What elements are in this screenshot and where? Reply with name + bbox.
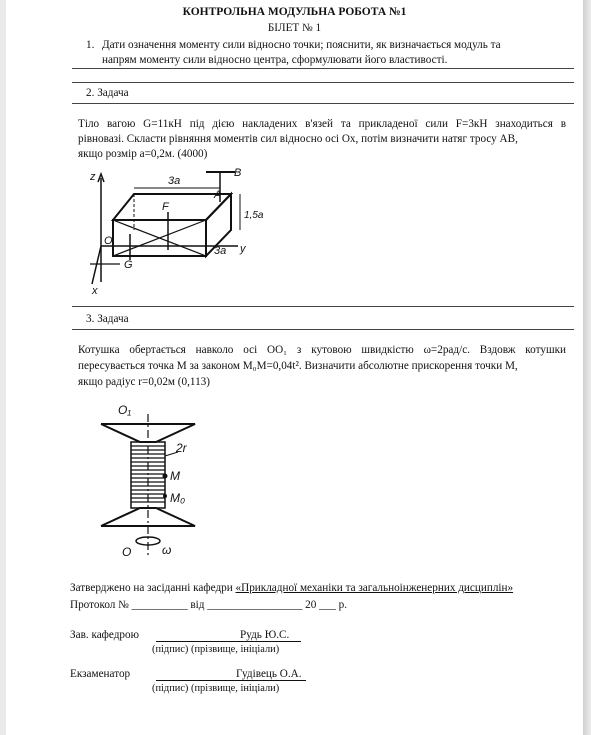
task-3-line-3: якщо радіус r=0,02м (0,113) (78, 376, 210, 388)
fig-label-z: z (90, 171, 96, 183)
page-edge (583, 0, 591, 735)
task-3-heading: 3. Задача (86, 313, 129, 325)
fig-label-M0: M₀ (170, 491, 186, 505)
fig-label-A: A (214, 189, 222, 201)
head-label: Зав. кафедрою (70, 629, 139, 641)
exam-page (6, 0, 583, 735)
task-2-figure (90, 164, 265, 296)
fig-label-3a-side: 3a (214, 245, 227, 257)
ticket-number: БІЛЕТ № 1 (267, 22, 322, 34)
fig-label-B: B (234, 167, 242, 179)
question-1-line-1: Дати означення моменту сили відносно точки; пояснити, як визначається модуль та (102, 39, 501, 51)
fig-label-O: O (122, 545, 132, 559)
question-1-line-2: напрям моменту сили відносно центра, сформулювати його властивості. (102, 54, 448, 66)
fig-label-3a: 3a (168, 175, 181, 187)
fig-label-omega: ω (162, 543, 172, 557)
task-3-line-1: Котушка обертається навколо осі OO₁ з кутовою швидкістю ω=2рад/с. Вздовж котушки (78, 344, 566, 356)
fig-label-x: x (92, 285, 98, 296)
question-1-number: 1. (86, 39, 95, 51)
divider (72, 306, 574, 307)
fig-label-O: O (104, 235, 113, 247)
divider (72, 329, 574, 330)
department-name: «Прикладної механіки та загальноінженерних дисциплін» (235, 582, 514, 594)
task-3-figure (98, 396, 198, 566)
examiner-name: Гудівець О.А. (236, 668, 302, 680)
fig-label-2r: 2r (176, 441, 187, 455)
approval-prefix: Затверджено на засіданні кафедри (70, 582, 236, 594)
examiner-label: Екзаменатор (70, 668, 131, 680)
head-name: Рудь Ю.С. (240, 629, 290, 641)
fig-label-O1: O₁ (118, 403, 132, 417)
divider (72, 68, 574, 69)
fig-label-G: G (124, 259, 133, 271)
page-title: КОНТРОЛЬНА МОДУЛЬНА РОБОТА №1 (182, 6, 407, 18)
fig-label-y: y (240, 243, 246, 255)
examiner-signature-note: (підпис) (прізвище, ініціали) (152, 683, 280, 694)
task-2-line-3: якщо розмір a=0,2м. (4000) (78, 148, 208, 160)
task-2-line-2: рівновазі. Скласти рівняння моментів сил відносно осі Ox, потім визначити натяг тросу AB, (78, 133, 518, 145)
task-3-line-2: пересувається точка M за законом M₀M=0,04t². Визначити абсолютне прискорення точки M, (78, 360, 518, 372)
fig-label-M: M (170, 469, 180, 483)
divider (72, 82, 574, 83)
task-2-heading: 2. Задача (86, 87, 129, 99)
task-2-line-1: Тіло вагою G=11кН під дією накладених в'язей та прикладеної сили F=3кН знаходиться в (78, 118, 566, 130)
head-signature-note: (підпис) (прізвище, ініціали) (152, 644, 280, 655)
fig-label-15a: 1,5a (244, 210, 264, 221)
divider (72, 103, 574, 104)
approval-line (70, 582, 513, 595)
fig-label-F: F (162, 201, 169, 213)
protocol-line: Протокол № __________ від _________________ 20 ___ р. (70, 599, 348, 611)
